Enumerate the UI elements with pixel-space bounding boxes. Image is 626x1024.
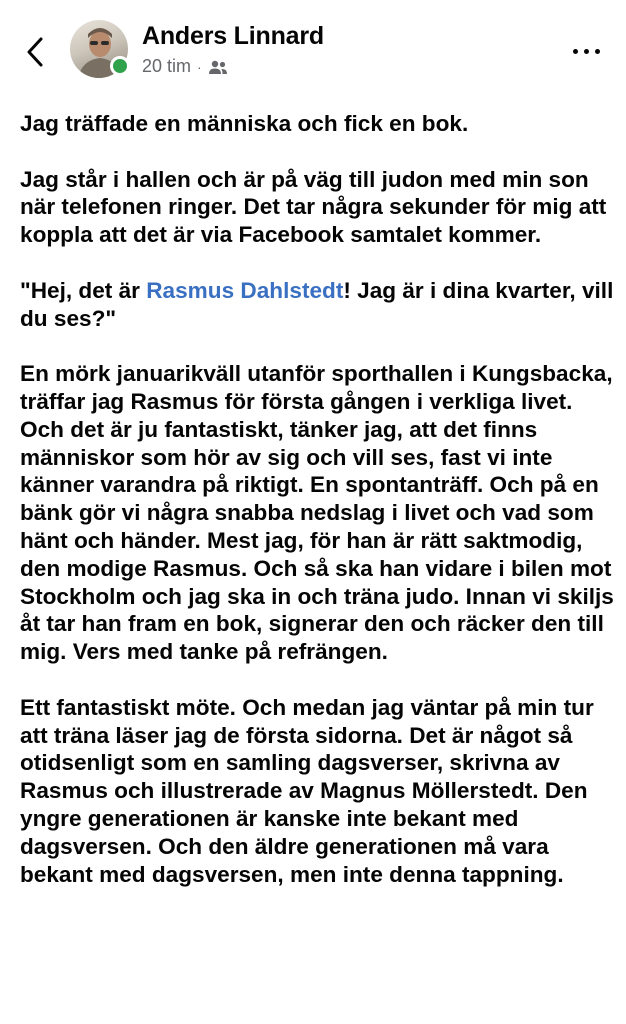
friends-icon[interactable]	[208, 59, 228, 75]
post-paragraph-1: Jag träffade en människa och fick en bok.	[20, 111, 469, 136]
more-dots-icon-dot	[595, 49, 600, 54]
online-status-indicator	[110, 56, 130, 76]
quote-end: ! Jag är i dina kvarter, vill du ses?"	[20, 277, 614, 331]
post-meta	[142, 56, 228, 77]
back-button[interactable]	[18, 30, 52, 74]
chevron-left-icon	[25, 36, 45, 68]
post-paragraph-2: Jag står i hallen och är på väg till judon med min son när telefonen ringer. Det tar några sekunder för mig att koppla att det är via Facebook samtalet kommer.	[20, 166, 607, 248]
more-dots-icon	[573, 49, 578, 54]
author-name[interactable]: Anders Linnard	[142, 22, 324, 50]
post-paragraph-4: En mörk januarikväll utanför sporthallen i Kungsbacka, träffar jag Rasmus för första gången i verkliga livet. Och det är ju fantastiskt, tänker jag, att det finns människor som hör av sig och vill ses, fast vi inte känner varandra på riktigt. En spontanträff. Och på en bänk gör vi några snabba nedslag i livet och vad som hänt och händer. Mest jag, för han är rätt saktmodig, den modige Rasmus. Och så ska han vidare i bilen mot Stockholm och jag ska in och träna judo. Innan vi skiljs åt tar han fram en bok, signerar den och räcker den till mig. Vers med tanke på refrängen.	[20, 361, 614, 665]
post-paragraph-3	[20, 277, 616, 333]
more-dots-icon-dot	[584, 49, 589, 54]
mention-link[interactable]: Rasmus Dahlstedt	[146, 277, 344, 303]
post-paragraph-5: Ett fantastiskt möte. Och medan jag väntar på min tur att träna läser jag de första sidorna. Det är något så otidsenligt som en samling dagsverser, skrivna av Rasmus och illustrerade av Magnus Möllerstedt. Den yngre generationen är kanske inte bekant med dagsversen. Och den äldre generationen må vara bekant med dagsversen, men inte denna tappning.	[20, 694, 594, 887]
post-time[interactable]: 20 tim	[142, 56, 192, 76]
meta-separator: ·	[197, 58, 202, 75]
more-options-button[interactable]	[566, 36, 606, 66]
post-header	[0, 0, 626, 100]
quote-start: "Hej, det är	[20, 277, 147, 303]
avatar[interactable]	[70, 20, 128, 78]
post-text	[20, 110, 616, 888]
